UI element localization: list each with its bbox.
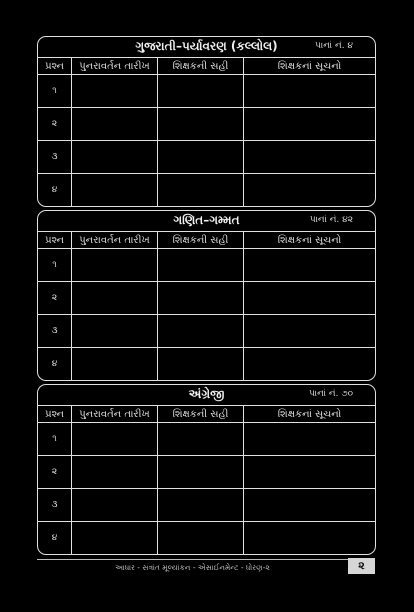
col-question: પ્રશ્ન	[38, 58, 72, 75]
col-revision-date: પુનરાવર્તન તારીખ	[72, 232, 158, 249]
table-header-row	[38, 232, 375, 249]
signature-cell[interactable]	[158, 108, 244, 141]
table-row	[38, 108, 375, 141]
col-revision-date: પુનરાવર્તન તારીખ	[72, 406, 158, 423]
date-cell[interactable]	[72, 348, 158, 381]
signature-cell[interactable]	[158, 522, 244, 555]
signature-cell[interactable]	[158, 249, 244, 282]
date-cell[interactable]	[72, 75, 158, 108]
table-row	[38, 141, 375, 174]
table-header-row	[38, 58, 375, 75]
row-number: ૩	[38, 141, 72, 174]
signature-cell[interactable]	[158, 75, 244, 108]
col-teacher-remarks: શિક્ષકનાં સૂચનો	[244, 406, 376, 423]
section-title: અંગ્રેજી	[188, 387, 225, 401]
row-number: ૪	[38, 348, 72, 381]
row-number: ૩	[38, 315, 72, 348]
col-question: પ્રશ્ન	[38, 406, 72, 423]
section-page-ref: પાનાં નં. ૭૦	[309, 389, 353, 399]
section-gujarati	[37, 36, 376, 207]
row-number: ૧	[38, 249, 72, 282]
table-header-row	[38, 406, 375, 423]
signature-cell[interactable]	[158, 141, 244, 174]
signature-cell[interactable]	[158, 456, 244, 489]
col-teacher-remarks: શિક્ષકનાં સૂચનો	[244, 232, 376, 249]
date-cell[interactable]	[72, 141, 158, 174]
table-row	[38, 423, 375, 456]
section-header	[38, 211, 375, 232]
table-row	[38, 75, 375, 108]
col-teacher-remarks: શિક્ષકનાં સૂચનો	[244, 58, 376, 75]
col-teacher-signature: શિક્ષકની સહી	[158, 58, 244, 75]
col-teacher-signature: શિક્ષકની સહી	[158, 406, 244, 423]
revision-table	[38, 232, 375, 380]
row-number: ૧	[38, 423, 72, 456]
section-title: ગણિત–ગમ્મત	[173, 213, 240, 227]
remarks-cell[interactable]	[244, 489, 376, 522]
date-cell[interactable]	[72, 174, 158, 207]
revision-table	[38, 406, 375, 554]
date-cell[interactable]	[72, 489, 158, 522]
footer-text: આધાર - સત્રાંત મૂલ્યાંકન - એસાઈનમેન્ટ - ધોરણ-૨	[115, 563, 270, 572]
date-cell[interactable]	[72, 108, 158, 141]
table-row	[38, 348, 375, 381]
remarks-cell[interactable]	[244, 522, 376, 555]
remarks-cell[interactable]	[244, 423, 376, 456]
date-cell[interactable]	[72, 522, 158, 555]
row-number: ૧	[38, 75, 72, 108]
table-row	[38, 315, 375, 348]
signature-cell[interactable]	[158, 489, 244, 522]
section-page-ref: પાનાં નં. ૪૨	[309, 215, 353, 225]
signature-cell[interactable]	[158, 282, 244, 315]
signature-cell[interactable]	[158, 423, 244, 456]
row-number: ૨	[38, 108, 72, 141]
row-number: ૪	[38, 174, 72, 207]
signature-cell[interactable]	[158, 315, 244, 348]
table-row	[38, 174, 375, 207]
footer-divider	[37, 559, 348, 560]
remarks-cell[interactable]	[244, 348, 376, 381]
remarks-cell[interactable]	[244, 174, 376, 207]
section-page-ref: પાનાં નં. ૪	[315, 41, 353, 51]
section-title: ગુજરાતી–પર્યાવરણ (કલ્લોલ)	[135, 39, 278, 53]
section-header	[38, 37, 375, 58]
remarks-cell[interactable]	[244, 141, 376, 174]
remarks-cell[interactable]	[244, 282, 376, 315]
date-cell[interactable]	[72, 456, 158, 489]
col-teacher-signature: શિક્ષકની સહી	[158, 232, 244, 249]
table-row	[38, 282, 375, 315]
signature-cell[interactable]	[158, 174, 244, 207]
section-english	[37, 384, 376, 555]
table-row	[38, 522, 375, 555]
page-number: ૨	[348, 558, 375, 574]
row-number: ૨	[38, 282, 72, 315]
table-row	[38, 456, 375, 489]
date-cell[interactable]	[72, 423, 158, 456]
row-number: ૩	[38, 489, 72, 522]
table-row	[38, 249, 375, 282]
section-maths	[37, 210, 376, 381]
date-cell[interactable]	[72, 315, 158, 348]
remarks-cell[interactable]	[244, 315, 376, 348]
row-number: ૨	[38, 456, 72, 489]
section-header	[38, 385, 375, 406]
remarks-cell[interactable]	[244, 249, 376, 282]
row-number: ૪	[38, 522, 72, 555]
col-revision-date: પુનરાવર્તન તારીખ	[72, 58, 158, 75]
remarks-cell[interactable]	[244, 456, 376, 489]
signature-cell[interactable]	[158, 348, 244, 381]
table-row	[38, 489, 375, 522]
remarks-cell[interactable]	[244, 75, 376, 108]
date-cell[interactable]	[72, 282, 158, 315]
remarks-cell[interactable]	[244, 108, 376, 141]
revision-table	[38, 58, 375, 206]
col-question: પ્રશ્ન	[38, 232, 72, 249]
date-cell[interactable]	[72, 249, 158, 282]
